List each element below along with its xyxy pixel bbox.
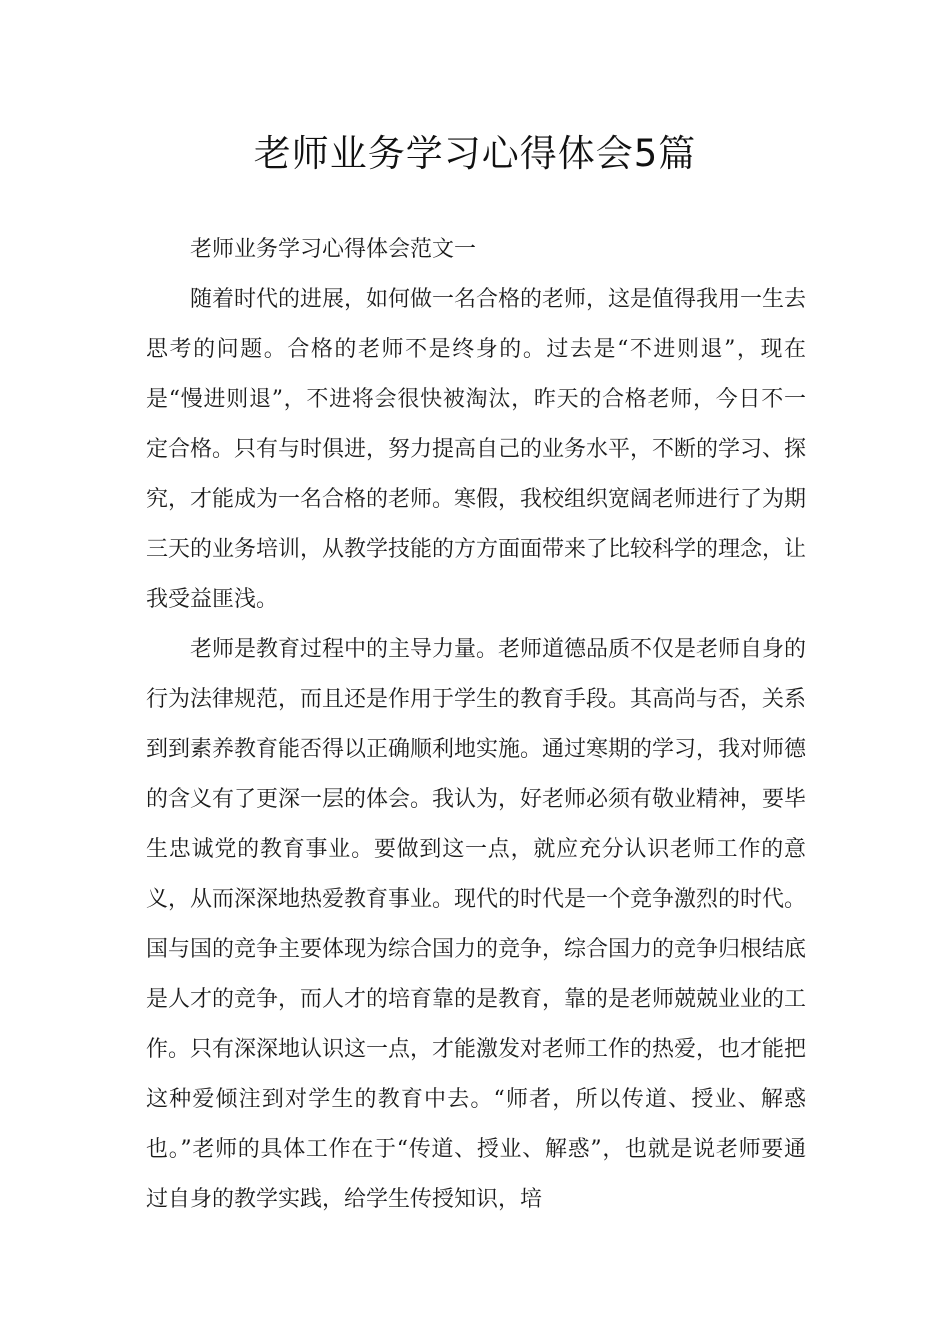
paragraph: 随着时代的进展，如何做一名合格的老师，这是值得我用一生去思考的问题。合格的老师不是终身的。过去是“不进则退”，现在是“慢进则退”，不进将会很快被淘汰，昨天的合格老师，今日不一定合格。只有与时俱进，努力提高自己的业务水平，不断的学习、探究，才能成为一名合格的老师。寒假，我校组织宽阔老师进行了为期三天的业务培训，从教学技能的方方面面带来了比较科学的理念，让我受益匪浅。 [146, 287, 807, 612]
paragraph: 老师是教育过程中的主导力量。老师道德品质不仅是老师自身的行为法律规范，而且还是作用于学生的教育手段。其高尚与否，关系到到素养教育能否得以正确顺利地实施。通过寒期的学习，我对师德的含义有了更深一层的体会。我认为，好老师必须有敬业精神，要毕生忠诚党的教育事业。要做到这一点，就应充分认识老师工作的意义，从而深深地热爱教育事业。现代的时代是一个竞争激烈的时代。国与国的竞争主要体现为综合国力的竞争，综合国力的竞争归根结底是人才的竞争，而人才的培育靠的是教育，靠的是老师兢兢业业的工作。只有深深地认识这一点，才能激发对老师工作的热爱，也才能把这种爱倾注到对学生的教育中去。“师者，所以传道、授业、解惑也。”老师的具体工作在于“传道、授业、解惑”，也就是说老师要通过自身的教学实践，给学生传授知识，培 [146, 637, 807, 1212]
section-heading: 老师业务学习心得体会范文一 [190, 237, 477, 262]
document-body [146, 225, 806, 1225]
document-title: 老师业务学习心得体会5篇 [253, 132, 697, 175]
